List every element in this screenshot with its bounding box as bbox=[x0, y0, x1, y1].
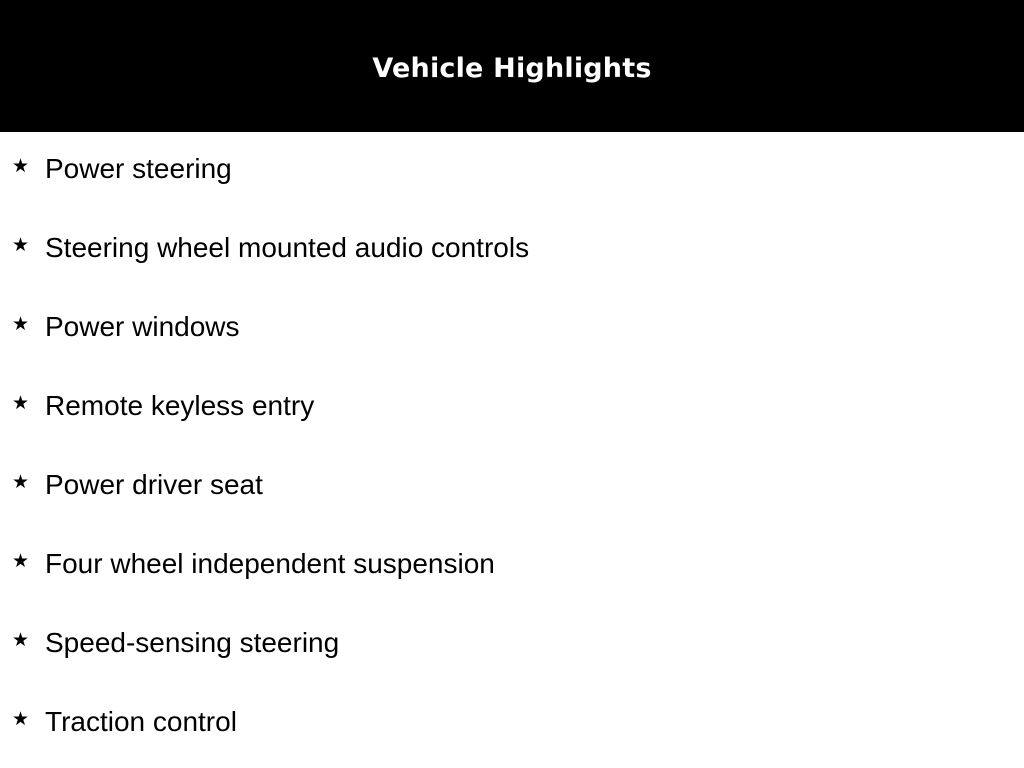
star-icon: ★ bbox=[12, 155, 30, 177]
list-item-label: Remote keyless entry bbox=[45, 390, 315, 421]
list-item-label: Power steering bbox=[45, 153, 232, 184]
star-icon: ★ bbox=[12, 392, 30, 414]
list-item-label: Power windows bbox=[45, 311, 240, 342]
star-icon: ★ bbox=[12, 471, 30, 493]
list-item-label: Steering wheel mounted audio controls bbox=[45, 232, 530, 263]
star-icon: ★ bbox=[12, 708, 30, 730]
list-item-label: Power driver seat bbox=[45, 469, 263, 500]
list-item-label: Speed-sensing steering bbox=[45, 627, 340, 658]
list-item bbox=[0, 448, 1024, 527]
list-item-label: Four wheel independent suspension bbox=[45, 548, 495, 579]
header-bar bbox=[0, 0, 1024, 132]
list-item bbox=[0, 685, 1024, 764]
star-icon: ★ bbox=[12, 234, 30, 256]
list-item bbox=[0, 527, 1024, 606]
list-item bbox=[0, 211, 1024, 290]
star-icon: ★ bbox=[12, 629, 30, 651]
list-item-label: Traction control bbox=[45, 706, 237, 737]
list-item bbox=[0, 369, 1024, 448]
star-icon: ★ bbox=[12, 550, 30, 572]
star-icon: ★ bbox=[12, 313, 30, 335]
list-item bbox=[0, 290, 1024, 369]
highlights-list bbox=[0, 132, 1024, 764]
list-item bbox=[0, 606, 1024, 685]
page-title: Vehicle Highlights bbox=[372, 52, 652, 84]
list-item bbox=[0, 132, 1024, 211]
